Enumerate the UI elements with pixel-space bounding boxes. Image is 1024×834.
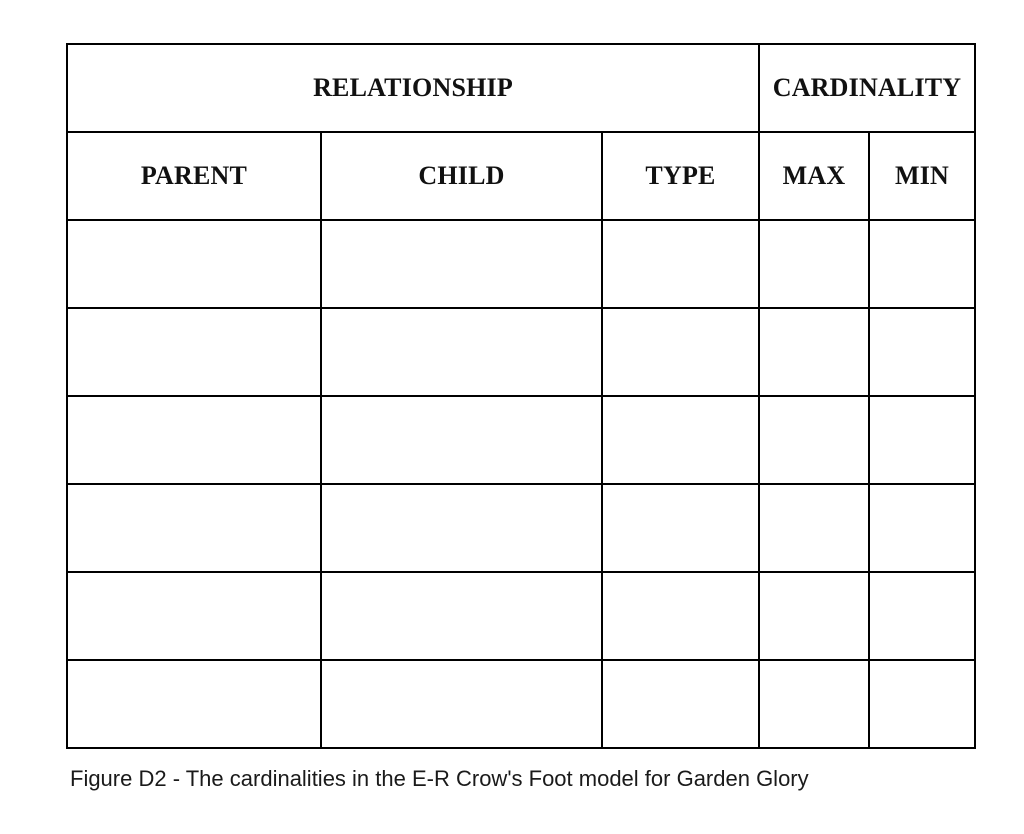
max-cell — [759, 396, 869, 484]
group-header-row — [67, 44, 975, 132]
parent-cell — [67, 396, 321, 484]
cardinality-table-container — [66, 43, 974, 744]
max-cell — [759, 220, 869, 308]
table-row — [67, 660, 975, 748]
column-header-min: MIN — [869, 132, 975, 220]
min-cell — [869, 572, 975, 660]
type-cell — [602, 220, 759, 308]
cardinality-group-header: CARDINALITY — [759, 44, 975, 132]
table-row — [67, 572, 975, 660]
parent-cell — [67, 308, 321, 396]
column-header-type: TYPE — [602, 132, 759, 220]
column-header-parent: PARENT — [67, 132, 321, 220]
table-row — [67, 396, 975, 484]
child-cell — [321, 308, 602, 396]
parent-cell — [67, 220, 321, 308]
type-cell — [602, 308, 759, 396]
parent-cell — [67, 484, 321, 572]
min-cell — [869, 396, 975, 484]
table-row — [67, 484, 975, 572]
table-row — [67, 308, 975, 396]
table-row — [67, 220, 975, 308]
child-cell — [321, 396, 602, 484]
max-cell — [759, 572, 869, 660]
type-cell — [602, 396, 759, 484]
min-cell — [869, 660, 975, 748]
parent-cell — [67, 572, 321, 660]
type-cell — [602, 484, 759, 572]
figure-caption: Figure D2 - The cardinalities in the E-R Crow's Foot model for Garden Glory — [70, 766, 809, 791]
column-header-max: MAX — [759, 132, 869, 220]
column-header-row — [67, 132, 975, 220]
child-cell — [321, 660, 602, 748]
min-cell — [869, 220, 975, 308]
child-cell — [321, 220, 602, 308]
max-cell — [759, 308, 869, 396]
type-cell — [602, 572, 759, 660]
cardinality-table — [66, 43, 976, 749]
child-cell — [321, 572, 602, 660]
child-cell — [321, 484, 602, 572]
relationship-group-header: RELATIONSHIP — [67, 44, 759, 132]
min-cell — [869, 484, 975, 572]
max-cell — [759, 660, 869, 748]
parent-cell — [67, 660, 321, 748]
column-header-child: CHILD — [321, 132, 602, 220]
max-cell — [759, 484, 869, 572]
min-cell — [869, 308, 975, 396]
type-cell — [602, 660, 759, 748]
